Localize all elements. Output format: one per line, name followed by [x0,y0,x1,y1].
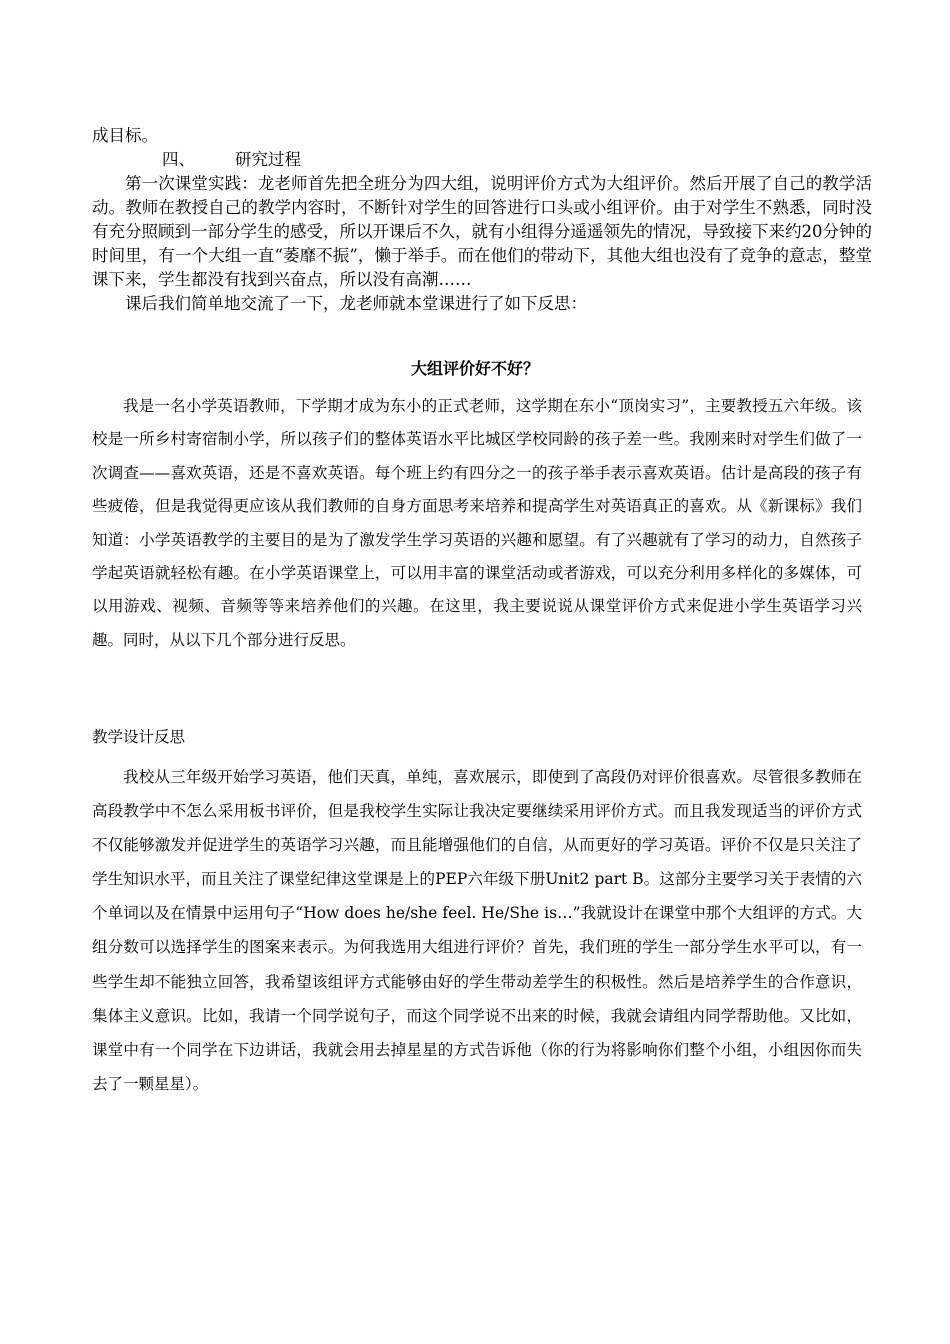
paragraph-intro: 我是一名小学英语教师，下学期才成为东小的正式老师，这学期在东小“顶岗实习”，主要教授五六年级。该校是一所乡村寄宿制小学，所以孩子们的整体英语水平比城区学校同龄的孩子差一些。我刚来时对学生们做了一次调查——喜欢英语，还是不喜欢英语。每个班上约有四分之一的孩子举手表示喜欢英语。估计是高段的孩子有些疲倦，但是我觉得更应该从我们教师的自身方面思考来培养和提高学生对英语真正的喜欢。从《新课标》我们知道：小学英语教学的主要目的是为了激发学生学习英语的兴趣和愿望。有了兴趣就有了学习的动力，自然孩子学起英语就轻松有趣。在小学英语课堂上，可以用丰富的课堂活动或者游戏，可以充分利用多样化的多媒体，可以用游戏、视频、音频等等来培养他们的兴趣。在这里，我主要说说从课堂评价方式来促进小学生英语学习兴趣。同时，从以下几个部分进行反思。 [92,397,862,649]
paragraph-design: 我校从三年级开始学习英语，他们天真，单纯，喜欢展示，即使到了高段仍对评价很喜欢。尽管很多教师在高段教学中不怎么采用板书评价，但是我校学生实际让我决定要继续采用评价方式。而且我发现适当的评价方式不仅能够激发并促进学生的英语学习兴趣，而且能增强他们的自信，从而更好的学习英语。评价不仅是只关注了学生知识水平，而且关注了课堂纪律这堂课是上的PEP六年级下册Unit2 part B。这部分主要学习关于表情的六个单词以及在情景中运用句子“How does he/she feel. He/She is…”我就设计在课堂中那个大组评的方式。大组分数可以选择学生的图案来表示。为何我选用大组进行评价？首先，我们班的学生一部分学生水平可以，有一些学生却不能独立回答，我希望该组评方式能够由好的学生带动差学生的积极性。然后是培养学生的合作意识，集体主义意识。比如，我请一个同学说句子，而这个同学说不出来的时候，我就会请组内同学帮助他。又比如，课堂中有一个同学在下边讲话，我就会用去掉星星的方式告诉他（你的行为将影响你们整个小组，小组因你而失去了一颗星星）。 [92,768,862,1093]
heading-text: 研究过程 [235,150,301,169]
paragraph-after-class: 课后我们简单地交流了一下，龙老师就本堂课进行了如下反思： [125,294,587,313]
paragraph-first-practice: 第一次课堂实践：龙老师首先把全班分为四大组，说明评价方式为大组评价。然后开展了自己的教学活动。教师在教授自己的教学内容时，不断针对学生的回答进行口头或小组评价。由于对学生不熟悉，同时没有充分照顾到一部分学生的感受，所以开课后不久，就有小组得分遥遥领先的情况，导致接下来约20分钟的时间里，有一个大组一直“萎靡不振”，懒于举手。而在他们的带动下，其他大组也没有了竞争的意志，整堂课下来，学生都没有找到兴奋点，所以没有高潮…… [92,174,872,289]
continued-line: 成目标。 [92,126,158,145]
section-heading [92,148,872,172]
section-intro [92,390,862,657]
section-design-reflection [92,760,862,1101]
heading-number: 四、 [162,150,195,169]
reflection-title: 大组评价好不好？ [410,359,539,378]
subheading: 教学设计反思 [92,728,186,746]
section-research-process [92,124,872,316]
